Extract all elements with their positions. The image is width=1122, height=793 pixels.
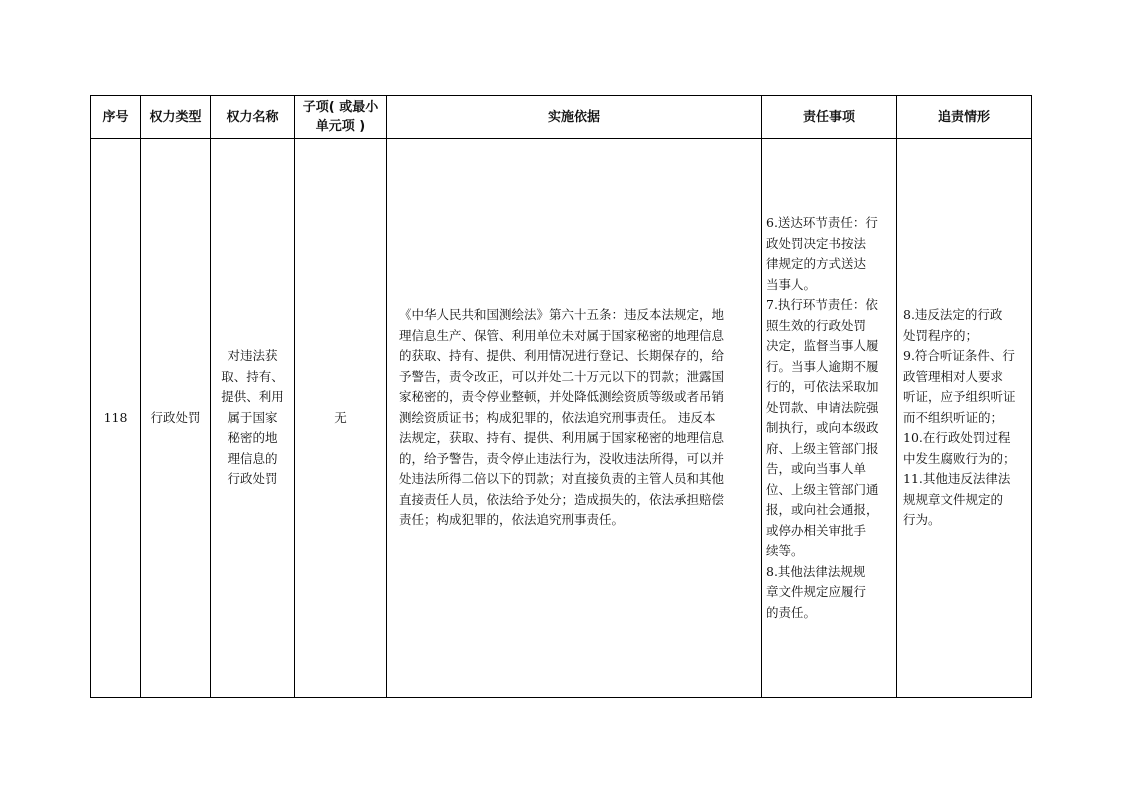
- duty-line: 政处罚决定书按法: [766, 235, 867, 251]
- duty-line: 照生效的行政处罚: [766, 317, 867, 333]
- basis-line: 理信息生产、保管、利用单位未对属于国家秘密的地理信息: [399, 327, 725, 343]
- power-name-line: 对违法获: [227, 348, 278, 364]
- duty-line: 府、上级主管部门报: [766, 440, 879, 456]
- accountability-line: 规规章文件规定的: [903, 491, 1004, 507]
- accountability-line: 听证，应予组织听证: [903, 389, 1016, 405]
- cell-seq: 118: [91, 139, 141, 698]
- basis-line: 《中华人民共和国测绘法》第六十五条：违反本法规定，地: [399, 307, 725, 323]
- power-name-line: 行政处罚: [227, 471, 278, 487]
- header-power-type: 权力类型: [141, 96, 211, 139]
- header-duty: 责任事项: [762, 96, 897, 139]
- cell-accountability: [897, 139, 1032, 698]
- basis-line: 处违法所得二倍以下的罚款；对直接负责的主管人员和其他: [399, 471, 725, 487]
- power-name-line: 属于国家: [227, 409, 278, 425]
- accountability-line: 9.符合听证条件、行: [903, 348, 1015, 364]
- table-row: [91, 139, 1032, 698]
- basis-line: 直接责任人员，依法给予处分；造成损失的，依法承担赔偿: [399, 491, 725, 507]
- power-name-line: 提供、利用: [221, 389, 284, 405]
- header-row: [91, 96, 1032, 139]
- header-sub-item-line2: 单元项 ): [315, 119, 366, 134]
- accountability-line: 行为。: [903, 512, 941, 528]
- basis-line: 责任；构成犯罪的，依法追究刑事责任。: [399, 512, 625, 528]
- accountability-line: 中发生腐败行为的；: [903, 450, 1016, 466]
- duty-line: 7.执行环节责任：依: [766, 297, 878, 312]
- duty-line: 律规定的方式送达: [766, 256, 867, 271]
- cell-sub-item: 无: [295, 139, 387, 698]
- accountability-line: 而不组织听证的；: [903, 409, 1004, 425]
- cell-duty: [762, 139, 897, 698]
- power-list-table-container: [90, 95, 1031, 698]
- header-sub-item: [295, 96, 387, 139]
- duty-line: 告，或向当事人单: [766, 461, 867, 476]
- duty-line: 续等。: [766, 543, 804, 558]
- cell-power-type: 行政处罚: [141, 139, 211, 698]
- duty-line: 6.送达环节责任：行: [766, 215, 878, 230]
- header-accountability: 追责情形: [897, 96, 1032, 139]
- accountability-line: 11.其他违反法律法: [903, 471, 1011, 487]
- duty-line: 位、上级主管部门通: [766, 481, 879, 497]
- duty-line: 报，或向社会通报，: [766, 502, 879, 517]
- basis-line: 家秘密的，责令停业整顿，并处降低测绘资质等级或者吊销: [399, 389, 725, 405]
- power-name-line: 秘密的地: [227, 430, 278, 446]
- duty-line: 处罚款、申请法院强: [766, 399, 879, 415]
- power-list-table: [90, 95, 1032, 698]
- duty-line: 当事人。: [766, 276, 817, 292]
- header-power-name: 权力名称: [211, 96, 295, 139]
- duty-line: 章文件规定应履行: [766, 584, 867, 599]
- duty-line: 或停办相关审批手: [766, 522, 867, 538]
- duty-line: 行。当事人逾期不履: [766, 358, 879, 374]
- power-name-line: 取、持有、: [221, 368, 284, 384]
- header-basis: 实施依据: [387, 96, 762, 139]
- header-sub-item-line1: 子项( 或最小: [302, 100, 379, 115]
- duty-line: 制执行，或向本级政: [766, 420, 879, 435]
- accountability-line: 处罚程序的；: [903, 327, 979, 343]
- cell-basis: [387, 139, 762, 698]
- basis-line: 的获取、持有、提供、利用情况进行登记、长期保存的，给: [399, 348, 725, 364]
- basis-line: 的，给予警告，责令停止违法行为，没收违法所得，可以并: [399, 450, 725, 466]
- power-name-line: 理信息的: [227, 450, 278, 466]
- header-seq: 序号: [91, 96, 141, 139]
- duty-line: 决定，监督当事人履: [766, 338, 879, 353]
- duty-line: 行的，可依法采取加: [766, 379, 879, 394]
- duty-line: 的责任。: [766, 604, 817, 620]
- accountability-line: 10.在行政处罚过程: [903, 430, 1011, 446]
- duty-line: 8.其他法律法规规: [766, 563, 866, 579]
- cell-power-name: [211, 139, 295, 698]
- basis-line: 测绘资质证书；构成犯罪的，依法追究刑事责任。 违反本: [399, 409, 716, 425]
- basis-line: 予警告，责令改正，可以并处二十万元以下的罚款；泄露国: [399, 368, 725, 384]
- basis-line: 法规定，获取、持有、提供、利用属于国家秘密的地理信息: [399, 430, 725, 446]
- accountability-line: 8.违反法定的行政: [903, 307, 1003, 323]
- accountability-line: 政管理相对人要求: [903, 368, 1004, 384]
